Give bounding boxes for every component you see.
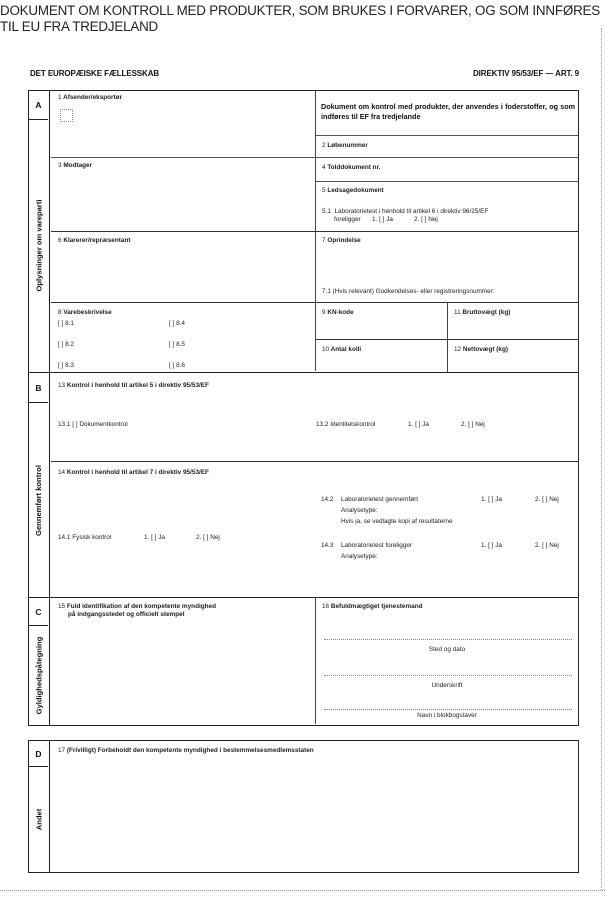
field-5-1-yes-option[interactable]: 1. [ ] Ja	[372, 216, 393, 223]
checkbox-icon[interactable]	[60, 109, 73, 122]
section-a-label-column	[29, 91, 50, 372]
section-a-letter: A	[29, 91, 48, 120]
section-c	[28, 597, 579, 726]
section-b	[28, 372, 579, 598]
field-14-1-no-option[interactable]: 2. [ ] Nej	[196, 534, 220, 541]
form-title: Dokument om kontrol med produkter, der anvendes i foderstoffer, og som indføres til EF fra tredjelande	[321, 102, 575, 121]
section-a	[28, 90, 579, 373]
name-block-letters-line[interactable]	[324, 709, 572, 710]
field-4-customs-document[interactable]: 4 Tolddokument nr.	[322, 164, 381, 171]
field-1-consignor[interactable]: 1 Afsender/eksportør	[51, 91, 315, 157]
section-c-label-column	[29, 598, 50, 725]
place-date-line[interactable]	[324, 639, 572, 640]
field-14-2-yes-option[interactable]: 1. [ ] Ja	[481, 496, 502, 503]
field-16-authorized-officer: 16 Befuldmægtiget tjenestemand Sted og dato Underskrift Navn i blokbogstaver	[316, 598, 578, 724]
signature-line[interactable]	[324, 675, 572, 676]
section-d-label-column	[29, 741, 50, 872]
field-3-consignee[interactable]: 3 Modtager	[58, 162, 93, 169]
page-edge-divider	[601, 28, 602, 890]
section-d-side-label: Andet	[34, 808, 44, 831]
document-title: DOKUMENT OM KONTROLL MED PRODUKTER, SOM BRUKES I FORVARER, OG SOM INNFØRES TIL EU FRA TREDJELAND	[0, 3, 600, 34]
field-14-article-7-control: 14 Kontrol i henhold til artikel 7 i direktiv 95/53/EF 14.1 Fysisk kontrol 1. [ ] Ja 2. [ ] Nej 14.2 Laboratorietest gennemført 1. [ ] Ja 2. [ ] Nej Analysetype: Hvis ja, se vedlagte kopi af resultaterne 14.3 Laboratorietest foreligger 1. [ ] Ja 2. [ ] Nej Analysetype:	[58, 469, 559, 560]
field-11-gross-weight[interactable]: 11 Bruttovægt (kg)	[454, 309, 511, 316]
field-14-3-yes-option[interactable]: 1. [ ] Ja	[481, 542, 502, 549]
header-community: DET EUROPÆISKE FÆLLESSKAB	[30, 69, 160, 78]
section-d-letter: D	[29, 741, 48, 767]
field-17-optional-authority-notes[interactable]: 17 (Frivilligt) Forbeholdt den kompetente myndighed i bestemmelsesmedlemsstaten	[58, 747, 314, 754]
header-directive: DIREKTIV 95/53/EF — ART. 9	[472, 69, 579, 78]
field-14-3-no-option[interactable]: 2. [ ] Nej	[535, 542, 559, 549]
field-7-origin[interactable]: 7 Oprindelse 7.1 (Hvis relevant) Godkendelses- eller registreringsnummer:	[322, 237, 495, 295]
field-5-1-no-option[interactable]: 2. [ ] Nej	[414, 216, 438, 223]
field-13-2-yes-option[interactable]: 1. [ ] Ja	[408, 421, 429, 428]
field-10-number-of-packages[interactable]: 10 Antal kolli	[322, 346, 362, 353]
field-2-serial-number[interactable]: 2 Løbenummer	[322, 142, 368, 149]
field-13-2-no-option[interactable]: 2. [ ] Nej	[461, 421, 485, 428]
section-d	[28, 740, 579, 873]
field-5-accompanying-document[interactable]: 5 Ledsagedokument 5.1 Laboratorietest i henhold til artikel 6 i direktiv 96/25/EF foreligger 1. [ ] Ja 2. [ ] Nej	[322, 187, 489, 223]
field-12-net-weight[interactable]: 12 Nettovægt (kg)	[454, 346, 508, 353]
field-13-article-5-control: 13 Kontrol i henhold til artikel 5 i direktiv 95/53/EF 13.1 [ ] Dokumentkontrol 13.2 Identitetskontrol 1. [ ] Ja 2. [ ] Nej	[58, 382, 485, 428]
goods-option-8-4[interactable]: [ ] 8.4	[169, 320, 185, 327]
section-b-letter: B	[29, 373, 48, 403]
goods-option-8-2[interactable]: [ ] 8.2	[58, 341, 74, 348]
goods-option-8-1[interactable]: [ ] 8.1	[58, 320, 74, 327]
field-8-goods-description[interactable]: 8 Varebeskrivelse [ ] 8.1 [ ] 8.2 [ ] 8.3 [ ] 8.4 [ ] 8.5 [ ] 8.6	[58, 309, 185, 369]
field-9-cn-code[interactable]: 9 KN-kode	[322, 309, 354, 316]
section-c-letter: C	[29, 598, 48, 626]
section-b-side-label: Gennemført kontrol	[34, 464, 44, 536]
section-b-label-column	[29, 373, 50, 597]
goods-option-8-5[interactable]: [ ] 8.5	[169, 341, 185, 348]
goods-option-8-6[interactable]: [ ] 8.6	[169, 362, 185, 369]
field-15-authority-identification[interactable]: 15 Fuld identifikation af den kompetente myndighed på indgangsstedet og officielt stempel	[58, 603, 217, 618]
field-13-1-document-check[interactable]: 13.1 [ ] Dokumentkontrol	[58, 421, 128, 428]
page-bottom-divider	[0, 890, 605, 891]
field-14-1-yes-option[interactable]: 1. [ ] Ja	[144, 534, 165, 541]
field-14-2-no-option[interactable]: 2. [ ] Nej	[535, 496, 559, 503]
section-a-side-label: Oplysninger om vareparti	[34, 199, 43, 292]
goods-option-8-3[interactable]: [ ] 8.3	[58, 362, 74, 369]
section-c-side-label: Gyldighedspåtegning	[34, 636, 44, 715]
field-6-declarant[interactable]: 6 Klarerer/repræsentant	[58, 237, 131, 244]
